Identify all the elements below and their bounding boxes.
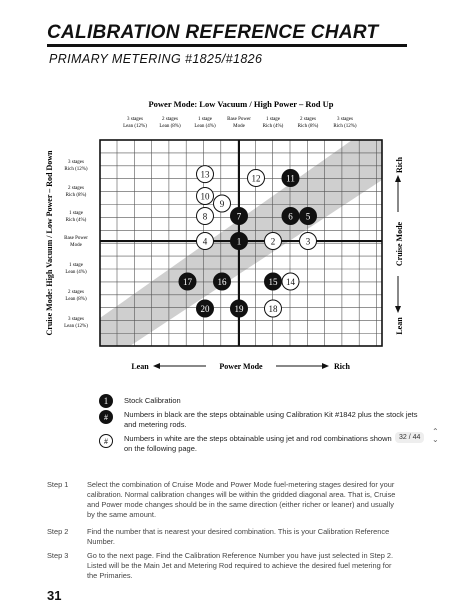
marker-number: 18 <box>268 304 278 314</box>
left-row-label: 2 stages <box>68 186 84 191</box>
left-row-label: 1 stage <box>68 211 84 216</box>
left-row-label: 2 stages <box>68 290 84 295</box>
bottom-arrow-left-head <box>153 363 160 369</box>
marker-number: 9 <box>219 199 225 209</box>
top-column-label: 1 stage <box>265 117 281 122</box>
marker-number: 17 <box>183 277 192 287</box>
top-column-label: 3 stages <box>337 117 353 122</box>
marker-number: 12 <box>251 173 261 184</box>
top-column-label: Mode <box>233 124 245 129</box>
marker-number: 20 <box>200 304 210 314</box>
page-nav-arrows[interactable]: ⌃ ⌄ <box>432 427 439 444</box>
marker-number: 14 <box>286 277 295 287</box>
left-row-label: 1 stage <box>68 263 84 268</box>
left-row-label: Rich (4%) <box>65 218 87 223</box>
page-subtitle: PRIMARY METERING #1825/#1826 <box>49 52 263 66</box>
left-row-label: 3 stages <box>68 317 84 322</box>
right-axis-mode: Cruise Mode <box>395 221 404 267</box>
top-column-label: 3 stages <box>127 117 143 122</box>
bottom-axis-lean: Lean <box>131 362 149 371</box>
marker-number: 1 <box>236 236 242 247</box>
marker-number: 2 <box>270 236 276 247</box>
marker-number: 13 <box>200 169 210 180</box>
bottom-axis-rich: Rich <box>334 362 350 371</box>
marker-number: 19 <box>234 304 244 314</box>
top-column-label: Lean (12%) <box>123 124 147 129</box>
black-number-icon <box>98 409 114 425</box>
right-axis-rich: Rich <box>395 157 404 173</box>
marker-number: 15 <box>268 277 278 287</box>
left-row-label: Rich (12%) <box>64 167 88 172</box>
left-row-label: Rich (8%) <box>65 193 87 198</box>
top-column-label: Lean (8%) <box>159 124 181 129</box>
legend-label: Numbers in black are the steps obtainable using Calibration Kit #1842 plus the stock jets and metering rods. <box>124 410 418 429</box>
top-column-label: Rich (8%) <box>297 124 319 129</box>
marker-number: 3 <box>305 236 311 247</box>
top-column-label: Rich (4%) <box>262 124 284 129</box>
left-row-label: Lean (4%) <box>65 270 87 275</box>
page-indicator: 32 / 44 <box>395 432 424 443</box>
marker-number: 11 <box>286 173 295 184</box>
top-column-label: Base Power <box>227 117 251 122</box>
marker-number: 7 <box>236 211 242 222</box>
left-row-label: Lean (12%) <box>64 324 88 329</box>
bottom-arrow-right-head <box>322 363 329 369</box>
left-row-label: Mode <box>70 243 82 248</box>
left-axis-label: Cruise Mode: High Vacuum / Low Power – Rod Down <box>45 150 54 336</box>
left-row-label: Base Power <box>64 236 88 241</box>
legend-label: Numbers in white are the steps obtainable using jet and rod combinations shown on the following page. <box>124 434 392 453</box>
top-column-label: 1 stage <box>197 117 213 122</box>
marker-number: 5 <box>305 211 311 222</box>
top-column-label: 2 stages <box>300 117 316 122</box>
marker-number: 4 <box>202 236 208 247</box>
right-arrow-up-head <box>395 175 401 182</box>
marker-number: 8 <box>202 211 208 222</box>
top-column-label: Lean (4%) <box>194 124 216 129</box>
left-row-label: 3 stages <box>68 160 84 165</box>
marker-number: 6 <box>288 211 293 222</box>
marker-number: 10 <box>200 191 210 202</box>
legend-label: Stock Calibration <box>124 396 181 405</box>
page-number: 31 <box>47 588 62 603</box>
svg-text:#: # <box>104 413 108 422</box>
top-axis-title: Power Mode: Low Vacuum / High Power – Rod Up <box>148 99 334 109</box>
page-title: CALIBRATION REFERENCE CHART <box>47 22 379 43</box>
marker-number: 16 <box>217 277 227 287</box>
bottom-axis-mode: Power Mode <box>219 362 263 371</box>
top-column-label: Rich (12%) <box>333 124 357 129</box>
right-arrow-down-head <box>395 306 401 313</box>
white-number-icon <box>98 433 114 449</box>
svg-text:#: # <box>104 437 108 446</box>
top-column-label: 2 stages <box>162 117 178 122</box>
svg-text:1: 1 <box>103 396 109 406</box>
right-axis-lean: Lean <box>395 317 404 335</box>
stock-calibration-icon <box>98 393 114 409</box>
left-row-label: Lean (8%) <box>65 297 87 302</box>
